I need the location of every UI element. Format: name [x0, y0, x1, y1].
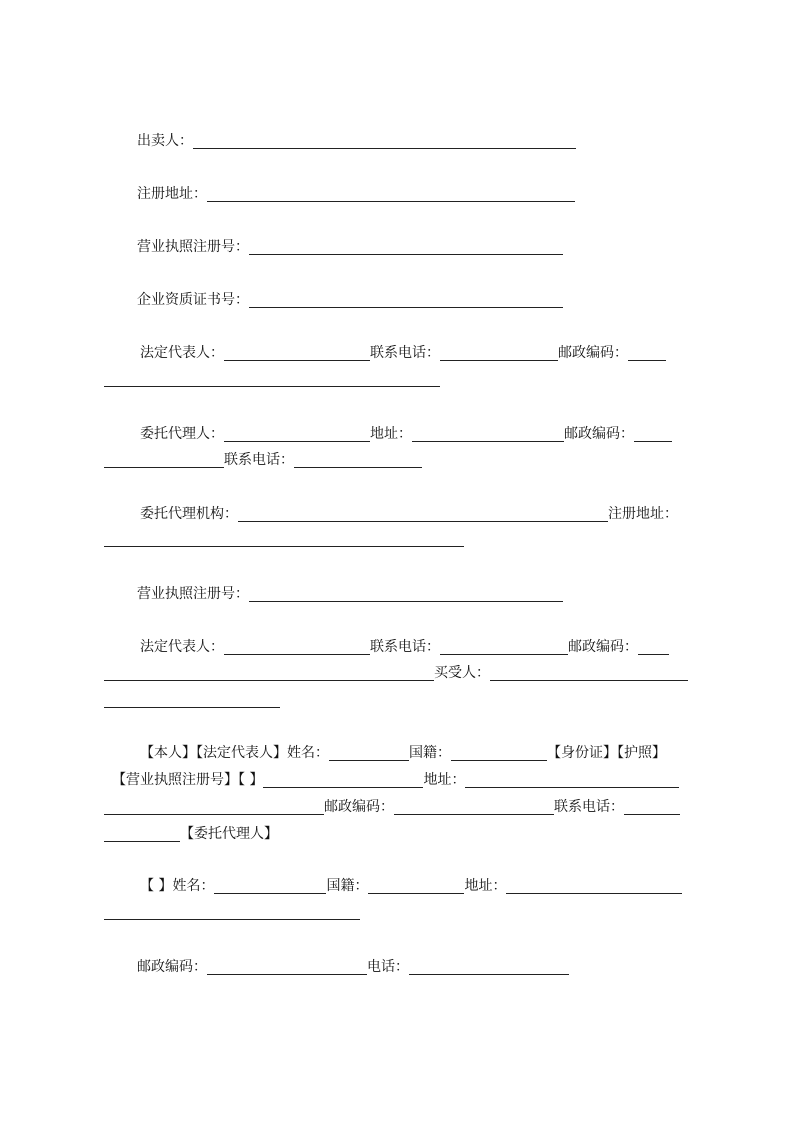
- buyer-id-row-2: [112, 772, 679, 788]
- seller-agency-row: [140, 506, 678, 522]
- seller-qualification-blank[interactable]: [249, 293, 563, 308]
- seller-name-row: [137, 133, 576, 149]
- seller-license-label: 营业执照注册号：: [137, 239, 249, 255]
- seller-agency-address-label: 注册地址：: [608, 506, 678, 522]
- buyer-id-number-blank[interactable]: [263, 773, 423, 788]
- buyer-agent-label: 【委托代理人】: [180, 826, 278, 842]
- seller-address-row: [137, 186, 575, 202]
- seller-agent-postcode-label: 邮政编码：: [564, 426, 634, 442]
- buyer-nationality-blank[interactable]: [451, 746, 547, 761]
- buyer-agent-phone-blank[interactable]: [409, 960, 569, 975]
- seller-agency-label: 委托代理机构：: [140, 506, 238, 522]
- seller-postcode-blank[interactable]: [628, 346, 666, 361]
- agency-license-label: 营业执照注册号：: [137, 586, 249, 602]
- buyer-identity-label: 【本人】【法定代表人】姓名：: [140, 745, 329, 761]
- agency-legal-rep-label: 法定代表人：: [140, 639, 224, 655]
- agency-phone-blank[interactable]: [440, 640, 568, 655]
- seller-address-blank[interactable]: [207, 187, 575, 202]
- seller-agent-postcode-blank-cont[interactable]: [104, 453, 224, 468]
- buyer-nationality-label: 国籍：: [409, 745, 451, 761]
- buyer-row: [104, 665, 688, 681]
- seller-license-blank[interactable]: [249, 240, 563, 255]
- buyer-agent-address-blank[interactable]: [506, 879, 682, 894]
- buyer-address-label: 地址：: [423, 772, 466, 788]
- buyer-agent-row: [140, 878, 682, 894]
- agency-postcode-blank-cont[interactable]: [104, 666, 434, 681]
- seller-agent-postcode-blank[interactable]: [634, 427, 672, 442]
- seller-agent-row: [140, 426, 672, 442]
- buyer-postcode-label: 邮政编码：: [324, 799, 394, 815]
- buyer-agent-contact-row: [137, 959, 569, 975]
- agency-legal-rep-blank[interactable]: [224, 640, 370, 655]
- buyer-address-blank[interactable]: [465, 773, 679, 788]
- buyer-id-row-4: [104, 826, 278, 842]
- seller-phone-label: 联系电话：: [370, 345, 440, 361]
- buyer-agent-phone-label: 电话：: [367, 959, 409, 975]
- seller-agency-blank[interactable]: [238, 507, 608, 522]
- seller-name-blank[interactable]: [193, 134, 576, 149]
- seller-agent-label: 委托代理人：: [140, 426, 224, 442]
- seller-qualification-row: [137, 292, 563, 308]
- seller-postcode-blank-cont[interactable]: [104, 386, 440, 387]
- buyer-name-blank-cont[interactable]: [104, 707, 280, 708]
- seller-agent-address-label: 地址：: [370, 426, 412, 442]
- seller-legal-rep-row: [140, 345, 666, 361]
- seller-phone-blank[interactable]: [440, 346, 558, 361]
- buyer-id-row-1: [140, 745, 666, 761]
- buyer-phone-blank[interactable]: [624, 800, 680, 815]
- buyer-name-field[interactable]: [329, 746, 409, 761]
- seller-agent-row-2: [104, 452, 422, 468]
- seller-agency-address-blank[interactable]: [104, 546, 464, 547]
- buyer-agent-name-label: 【 】姓名：: [140, 878, 215, 894]
- seller-postcode-label: 邮政编码：: [558, 345, 628, 361]
- seller-name-label: 出卖人：: [137, 133, 193, 149]
- seller-agent-address-blank[interactable]: [412, 427, 564, 442]
- buyer-label: 买受人：: [434, 665, 490, 681]
- buyer-phone-label: 联系电话：: [554, 799, 624, 815]
- buyer-agent-nationality-blank[interactable]: [368, 879, 464, 894]
- agency-legal-rep-row: [140, 639, 669, 655]
- agency-postcode-blank[interactable]: [638, 640, 669, 655]
- seller-address-label: 注册地址：: [137, 186, 207, 202]
- seller-agent-blank[interactable]: [224, 427, 370, 442]
- buyer-agent-name-blank[interactable]: [214, 879, 326, 894]
- seller-license-row: [137, 239, 563, 255]
- agency-postcode-label: 邮政编码：: [568, 639, 638, 655]
- buyer-name-blank[interactable]: [490, 666, 688, 681]
- agency-phone-label: 联系电话：: [370, 639, 440, 655]
- buyer-agent-address-blank-cont[interactable]: [104, 919, 360, 920]
- buyer-phone-blank-cont[interactable]: [104, 827, 180, 842]
- buyer-agent-address-label: 地址：: [464, 878, 507, 894]
- buyer-postcode-blank[interactable]: [394, 800, 554, 815]
- buyer-agent-postcode-label: 邮政编码：: [137, 959, 207, 975]
- seller-legal-rep-blank[interactable]: [224, 346, 370, 361]
- seller-legal-rep-label: 法定代表人：: [140, 345, 224, 361]
- buyer-id-type-label: 【营业执照注册号】【 】: [112, 772, 264, 788]
- agency-license-blank[interactable]: [249, 587, 563, 602]
- seller-agent-phone-label: 联系电话：: [224, 452, 294, 468]
- seller-qualification-label: 企业资质证书号：: [137, 292, 249, 308]
- seller-agent-phone-blank[interactable]: [294, 453, 422, 468]
- agency-license-row: [137, 586, 563, 602]
- buyer-id-options: 【身份证】【护照】: [547, 745, 666, 761]
- buyer-address-blank-cont[interactable]: [104, 800, 324, 815]
- buyer-agent-postcode-blank[interactable]: [207, 960, 367, 975]
- buyer-agent-nationality-label: 国籍：: [326, 878, 369, 894]
- buyer-id-row-3: [104, 799, 680, 815]
